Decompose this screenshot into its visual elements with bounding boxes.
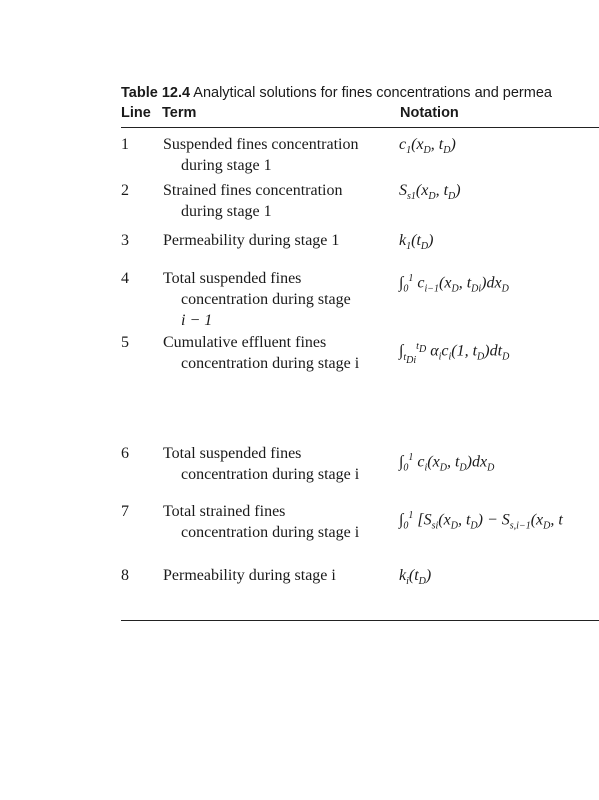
- row-7-term: [163, 501, 393, 543]
- header-rule: [121, 127, 599, 128]
- row-4-line: 4: [121, 270, 129, 287]
- row-7-line: 7: [121, 503, 129, 520]
- row-1-term-line-2: during stage 1: [181, 157, 272, 174]
- header-notation: Notation: [400, 105, 459, 121]
- row-8-line: 8: [121, 567, 129, 584]
- table-caption: [121, 84, 552, 102]
- row-2-line: 2: [121, 182, 129, 199]
- row-4-term-line-3: i − 1: [181, 312, 213, 329]
- row-2-term-line-1: Strained fines concentration: [163, 182, 343, 199]
- row-6-line: 6: [121, 445, 129, 462]
- row-5-term-line-2: concentration during stage i: [181, 355, 360, 372]
- row-5-term-line-1: Cumulative effluent fines: [163, 334, 327, 351]
- row-6-term-line-1: Total suspended fines: [163, 445, 302, 462]
- row-6-term-line-2: concentration during stage i: [181, 466, 360, 483]
- row-5-line: 5: [121, 334, 129, 351]
- row-3-line: 3: [121, 232, 129, 249]
- row-5-notation: $\int_{t_{Di}}^{t_D}$ $\alpha_ic_i(1$, $t_D)dt_D$: [399, 341, 510, 366]
- header-line: Line: [121, 105, 151, 121]
- row-2-term: [163, 180, 393, 222]
- row-3-term-line-1: Permeability during stage 1: [163, 232, 340, 249]
- row-7-term-line-2: concentration during stage i: [181, 524, 360, 541]
- row-1-term: [163, 134, 393, 176]
- row-8-term-line-1: Permeability during stage i: [163, 567, 336, 584]
- row-6-notation: $\int_0^1$ $c_i(x_D$, $t_D)dx_D$: [399, 452, 495, 474]
- row-1-notation: $c_1(x_D$, $t_D$): [399, 136, 456, 157]
- row-3-notation: $k_1(t_D)$: [399, 232, 434, 253]
- table-caption-number: Table 12.4: [121, 85, 191, 101]
- row-4-notation: $\int_0^1$ $c_{i-1}(x_D$, $t_{Di})dx_D$: [399, 273, 509, 295]
- row-6-term: [163, 443, 393, 485]
- row-4-term: [163, 268, 393, 331]
- row-8-notation: $k_i(t_D)$: [399, 567, 432, 588]
- row-5-term: [163, 332, 393, 374]
- row-1-line: 1: [121, 136, 129, 153]
- row-1-term-line-1: Suspended fines concentration: [163, 136, 359, 153]
- table-bottom-rule: [121, 620, 599, 621]
- row-2-term-line-2: during stage 1: [181, 203, 272, 220]
- row-7-term-line-1: Total strained fines: [163, 503, 286, 520]
- table-caption-text: Analytical solutions for fines concentrations and permea: [193, 85, 552, 101]
- row-7-notation: $\int_0^1$ [$S_{si}(x_D$, $t_D) - S_{s,i-1}(x_D$, t: [399, 510, 563, 532]
- row-4-term-line-1: Total suspended fines: [163, 270, 302, 287]
- row-2-notation: $S_{s1}(x_D$, $t_D$): [399, 182, 461, 203]
- header-term: Term: [162, 105, 197, 121]
- row-4-term-line-2: concentration during stage: [181, 291, 351, 308]
- row-8-term: [163, 565, 393, 586]
- row-3-term: [163, 230, 393, 251]
